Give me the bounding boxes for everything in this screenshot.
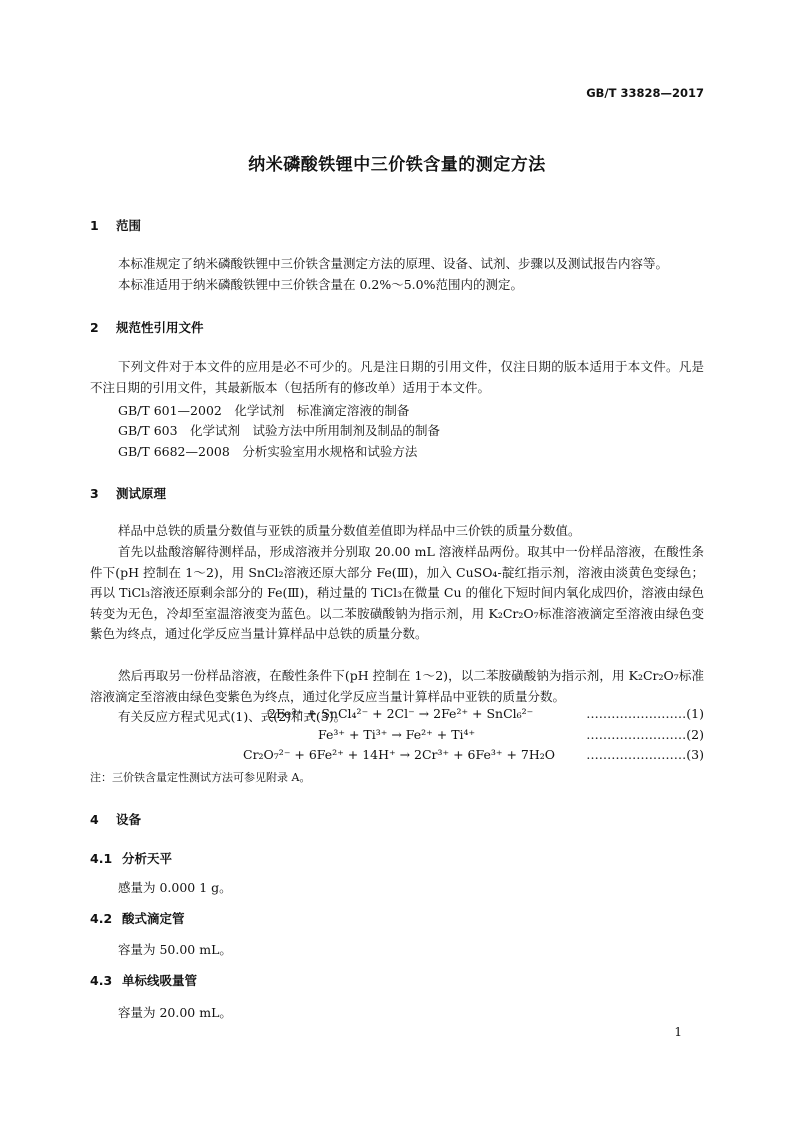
equation-1: 2Fe³⁺ + SnCl₄²⁻ + 2Cl⁻ → 2Fe²⁺ + SnCl₆²⁻	[268, 706, 534, 721]
section-number: 1	[90, 218, 99, 233]
equation-2: Fe³⁺ + Ti³⁺ → Fe²⁺ + Ti⁴⁺	[318, 727, 476, 742]
paragraph: 首先以盐酸溶解待测样品，形成溶液并分别取 20.00 mL 溶液样品两份。取其中一份样品溶液，在酸性条件下(pH 控制在 1～2)，用 SnCl₂溶液还原大部分 Fe(Ⅲ)，加入 CuSO₄-靛红指示剂，溶液由淡黄色变绿色；再以 TiCl₃溶液还原剩余部分的 Fe(Ⅲ)，稍过量的 TiCl₃在微量 Cu 的催化下短时间内氧化成四价，溶液由绿色转变为无色，冷却至室温溶液变为蓝色。以二苯胺磺酸钠为指示剂，用 K₂Cr₂O₇标准溶液滴定至溶液由绿色变紫色为终点，通过化学反应当量计算样品中总铁的质量分数。	[90, 544, 704, 642]
section-title: 规范性引用文件	[116, 320, 204, 335]
section-title: 范围	[116, 218, 142, 233]
subsection-heading	[90, 849, 172, 867]
subsection-title: 单标线吸量管	[122, 973, 198, 988]
subsection-title: 酸式滴定管	[122, 911, 185, 926]
document-title: 纳米磷酸铁锂中三价铁含量的测定方法	[248, 155, 546, 175]
section-number: 2	[90, 320, 99, 335]
reference-item: GB/T 603 化学试剂 试验方法中所用制剂及制品的制备	[118, 423, 441, 438]
subsection-number: 4.2	[90, 911, 113, 926]
section-number: 4	[90, 812, 99, 827]
subsection-title: 分析天平	[122, 851, 173, 866]
equation-number: ……………………(3)	[586, 747, 704, 762]
page-number: 1	[674, 1025, 682, 1039]
paragraph: 容量为 20.00 mL。	[118, 1005, 232, 1020]
paragraph: 有关反应方程式见式(1)、式(2)和式(3)。	[118, 709, 347, 724]
note: 注：三价铁含量定性测试方法可参见附录 A。	[90, 771, 311, 784]
paragraph: 本标准规定了纳米磷酸铁锂中三价铁含量测定方法的原理、设备、试剂、步骤以及测试报告内容等。	[118, 256, 669, 271]
subsection-heading	[90, 971, 197, 989]
subsection-number: 4.3	[90, 973, 113, 988]
equation-3: Cr₂O₇²⁻ + 6Fe²⁺ + 14H⁺ → 2Cr³⁺ + 6Fe³⁺ + 7H₂O	[243, 747, 556, 762]
section-4-heading	[90, 810, 141, 828]
subsection-heading	[90, 909, 185, 927]
reference-item: GB/T 6682—2008 分析实验室用水规格和试验方法	[118, 444, 418, 459]
paragraph: 样品中总铁的质量分数值与亚铁的质量分数值差值即为样品中三价铁的质量分数值。	[118, 523, 581, 538]
section-3-heading	[90, 484, 166, 502]
paragraph: 然后再取另一份样品溶液，在酸性条件下(pH 控制在 1～2)，以二苯胺磺酸钠为指示剂，用 K₂Cr₂O₇标准溶液滴定至溶液由绿色变紫色为终点，通过化学反应当量计算样品中亚铁的质量分数。	[90, 668, 704, 704]
section-1-heading	[90, 216, 141, 234]
paragraph: 下列文件对于本文件的应用是必不可少的。凡是注日期的引用文件，仅注日期的版本适用于本文件。凡是不注日期的引用文件，其最新版本（包括所有的修改单）适用于本文件。	[90, 359, 704, 395]
equation-number: ……………………(1)	[586, 706, 704, 721]
standard-number: GB/T 33828—2017	[586, 86, 704, 100]
equation-number: ……………………(2)	[586, 727, 704, 742]
paragraph: 感量为 0.000 1 g。	[118, 880, 232, 895]
section-number: 3	[90, 486, 99, 501]
reference-item: GB/T 601—2002 化学试剂 标准滴定溶液的制备	[118, 403, 410, 418]
section-title: 测试原理	[116, 486, 167, 501]
section-2-heading	[90, 318, 204, 336]
paragraph: 容量为 50.00 mL。	[118, 942, 232, 957]
section-title: 设备	[116, 812, 142, 827]
paragraph: 本标准适用于纳米磷酸铁锂中三价铁含量在 0.2%～5.0%范围内的测定。	[118, 277, 523, 292]
subsection-number: 4.1	[90, 851, 113, 866]
